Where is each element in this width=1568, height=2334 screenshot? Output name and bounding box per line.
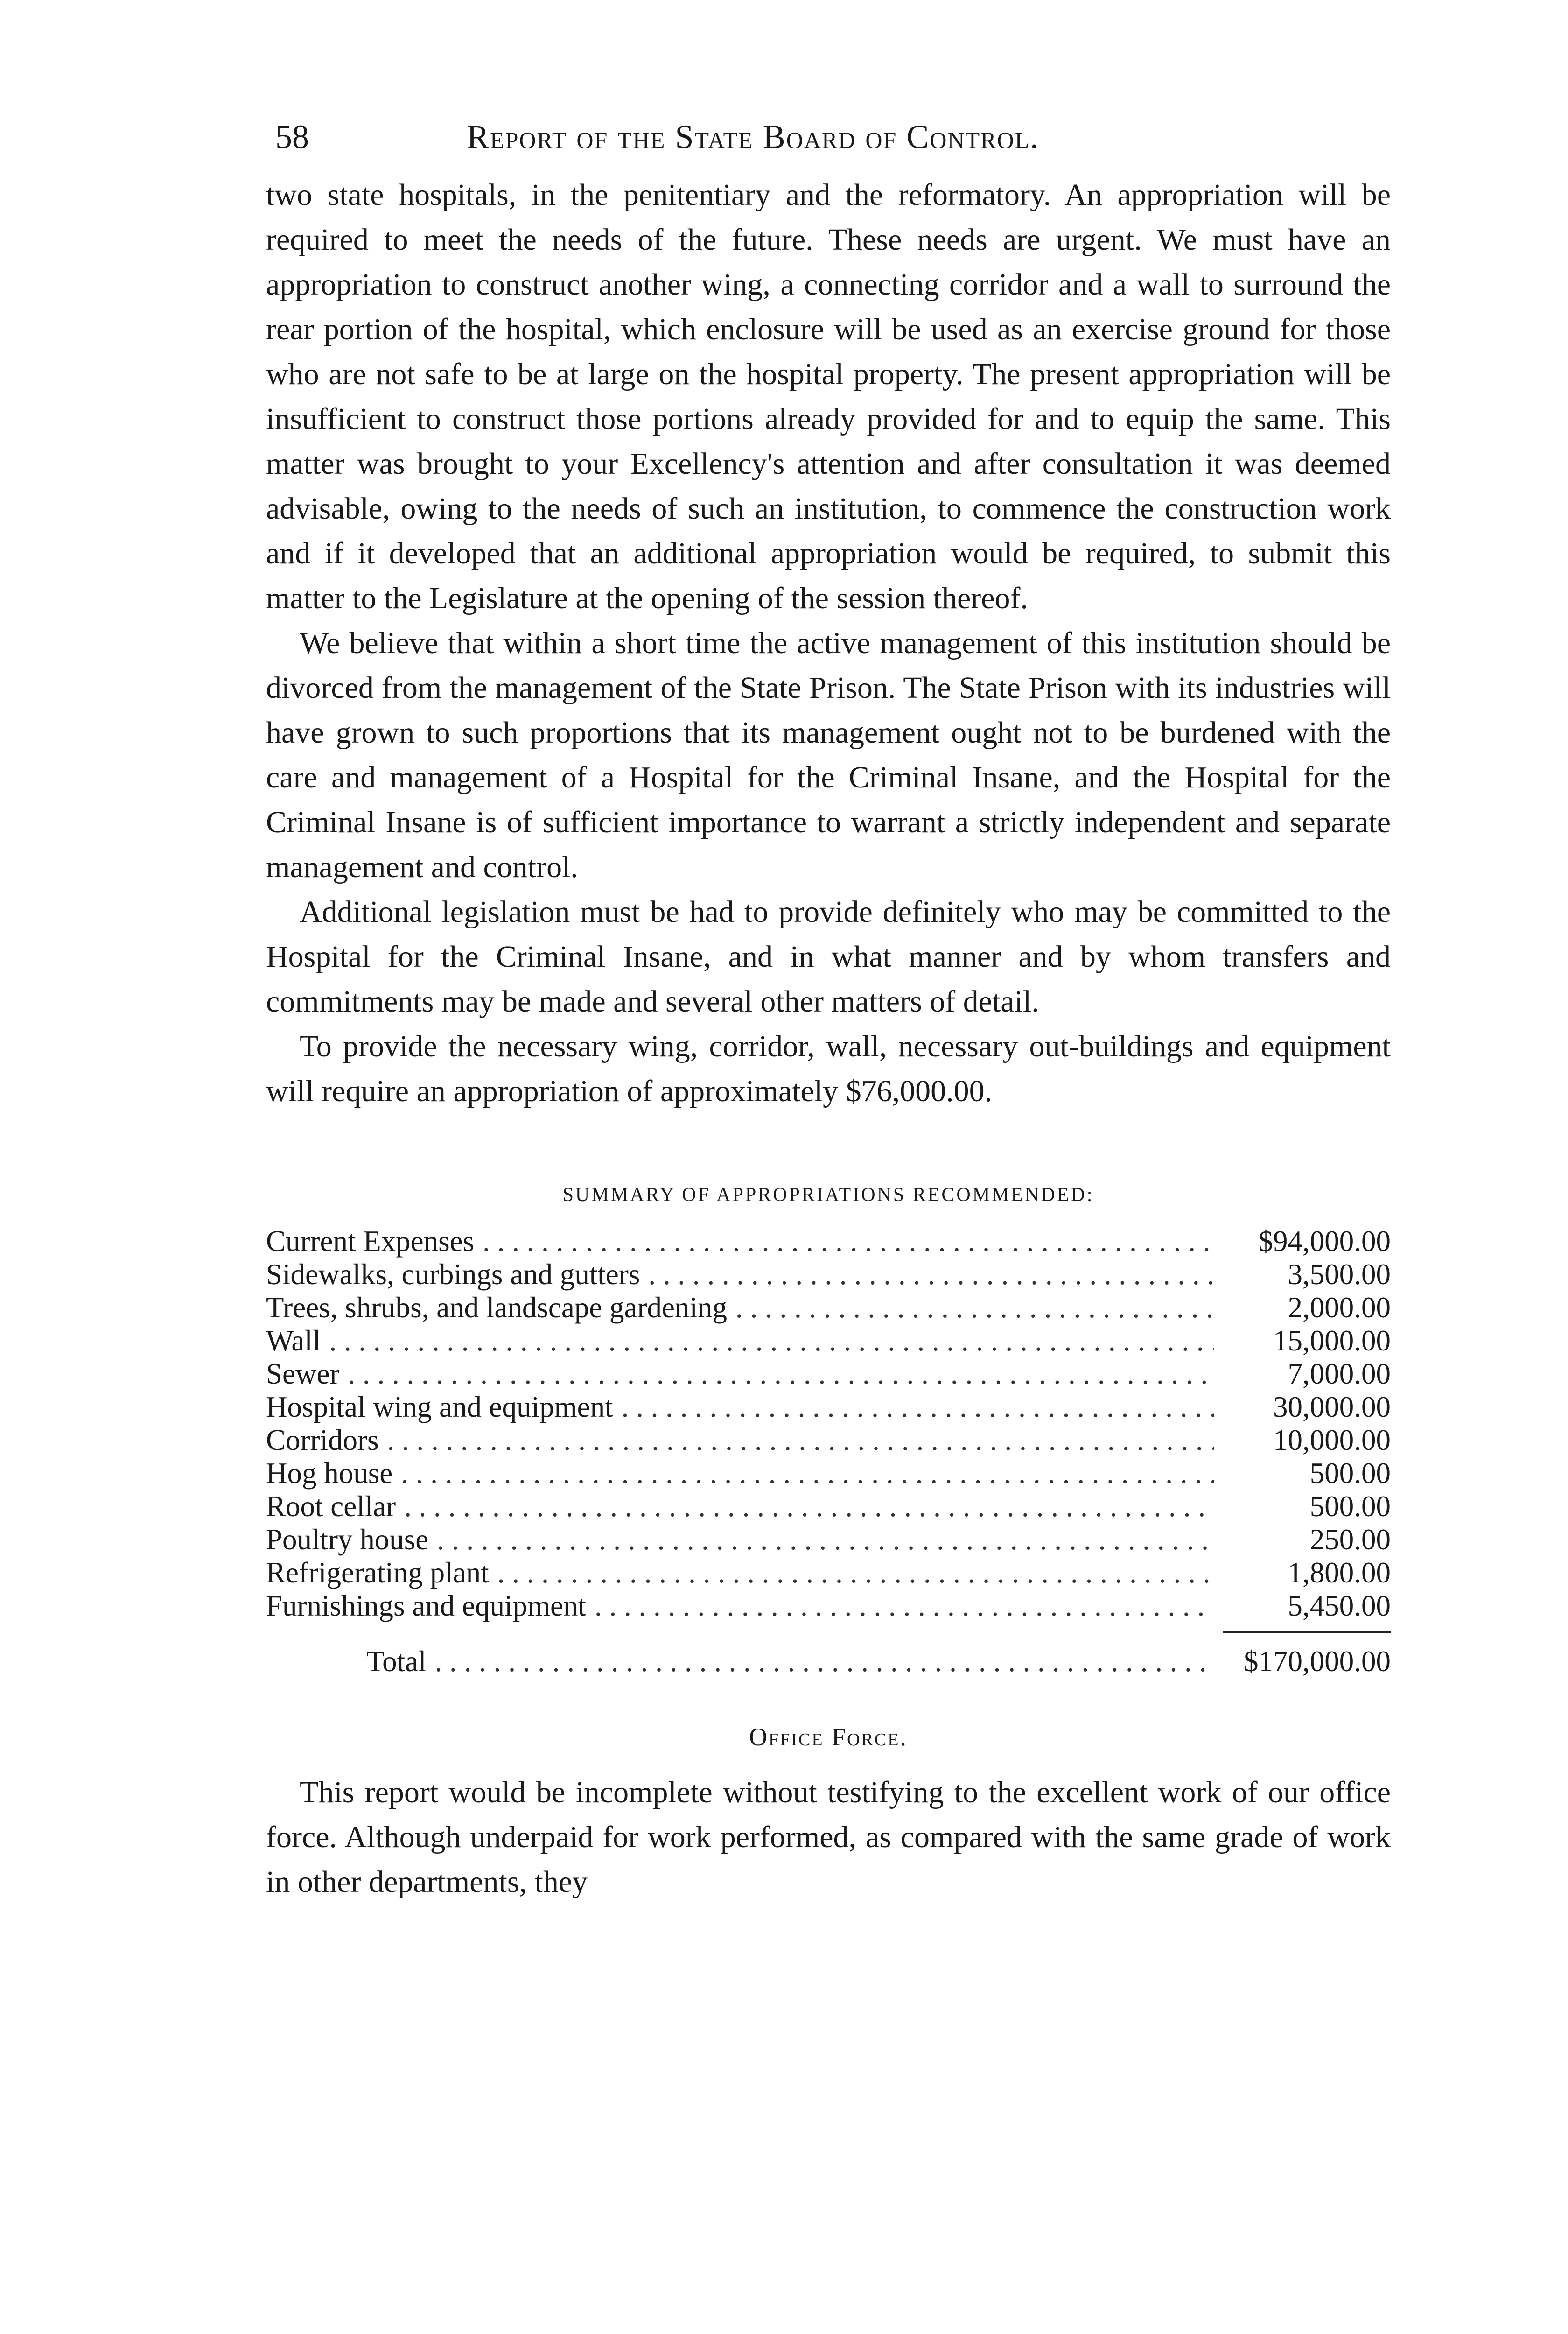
summary-heading: SUMMARY OF APPROPRIATIONS RECOMMENDED: xyxy=(562,1184,1094,1206)
item-amount: 5,450.00 xyxy=(1288,1589,1391,1622)
item-label: Furnishings and equipment xyxy=(266,1589,586,1622)
item-amount: 1,800.00 xyxy=(1288,1556,1391,1589)
table-row xyxy=(266,1523,1391,1556)
total-label: Total xyxy=(366,1645,427,1678)
item-label: Poultry house xyxy=(266,1523,429,1556)
total-row xyxy=(266,1645,1391,1678)
table-row xyxy=(266,1324,1391,1357)
leader-dots xyxy=(387,1424,1214,1457)
leader-dots xyxy=(348,1357,1214,1391)
appropriations-table xyxy=(266,1225,1391,1678)
paragraph-management: We believe that within a short time the active management of this institution should be divorced from the management of the State Prison. The State Prison with its industries will have grown to such proportions that its management ought not to be burdened with the care and management of a Hospital for the Criminal Insane, and the Hospital for the Criminal Insane is of sufficient importance to warrant a strictly independent and separate management and control. xyxy=(266,626,1391,884)
total-rule xyxy=(266,1623,1391,1645)
table-row xyxy=(266,1391,1391,1424)
paragraph-office-force: This report would be incomplete without testifying to the excellent work of our office force. Although underpaid for work performed, as compared with the same grade of work in other departments, they xyxy=(266,1775,1391,1899)
item-amount: 10,000.00 xyxy=(1273,1424,1391,1456)
total-amount: $170,000.00 xyxy=(1244,1645,1391,1678)
item-label: Wall xyxy=(266,1324,321,1357)
item-amount: 500.00 xyxy=(1309,1490,1391,1523)
leader-dots xyxy=(735,1291,1214,1324)
item-amount: 3,500.00 xyxy=(1288,1258,1391,1291)
item-amount: $94,000.00 xyxy=(1258,1225,1391,1258)
item-amount: 15,000.00 xyxy=(1273,1324,1391,1357)
item-label: Hog house xyxy=(266,1457,393,1490)
item-label: Root cellar xyxy=(266,1490,396,1523)
leader-dots xyxy=(404,1490,1214,1523)
table-row xyxy=(266,1589,1391,1623)
item-label: Refrigerating plant xyxy=(266,1556,489,1589)
item-label: Sidewalks, curbings and gutters xyxy=(266,1258,640,1291)
item-amount: 2,000.00 xyxy=(1288,1291,1391,1324)
document-page xyxy=(266,112,1391,1905)
leader-dots xyxy=(648,1258,1214,1291)
leader-dots xyxy=(401,1457,1214,1490)
item-label: Sewer xyxy=(266,1357,340,1390)
leader-dots xyxy=(497,1556,1214,1589)
office-force-heading: Office Force. xyxy=(749,1723,908,1751)
table-row xyxy=(266,1424,1391,1457)
item-label: Trees, shrubs, and landscape gardening xyxy=(266,1291,727,1324)
item-amount: 30,000.00 xyxy=(1273,1391,1391,1423)
leader-dots xyxy=(437,1523,1214,1556)
running-title: Report of the State Board of Control. xyxy=(467,118,1040,155)
leader-dots xyxy=(329,1324,1214,1357)
table-row xyxy=(266,1357,1391,1391)
item-amount: 250.00 xyxy=(1309,1523,1391,1556)
table-row xyxy=(266,1457,1391,1490)
table-row xyxy=(266,1490,1391,1523)
item-label: Hospital wing and equipment xyxy=(266,1391,613,1423)
page-header xyxy=(266,112,1391,173)
item-label: Corridors xyxy=(266,1424,379,1456)
paragraph-hospital-needs: two state hospitals, in the penitentiary and the reformatory. An appropriation will be required to meet the needs of the future. These needs are urgent. We must have an appropriation to construct another wing, a connecting corridor and a wall to surround the rear portion of the hospital, which enclosure will be used as an exercise ground for those who are not safe to be at large on the hospital property. The present appropriation will be insufficient to construct those portions already provided for and to equip the same. This matter was brought to your Excellency's attention and after consultation it was deemed advisable, owing to the needs of such an institution, to commence the construction work and if it developed that an additional appropriation would be required, to submit this matter to the Legislature at the opening of the session thereof. xyxy=(266,178,1391,615)
table-row xyxy=(266,1291,1391,1324)
page-number: 58 xyxy=(275,118,309,155)
leader-dots xyxy=(435,1645,1214,1678)
leader-dots xyxy=(595,1589,1214,1623)
item-amount: 500.00 xyxy=(1309,1457,1391,1490)
paragraph-appropriation: To provide the necessary wing, corridor, wall, necessary out-buildings and equipment will require an appropriation of approximately $76,000.00. xyxy=(266,1029,1391,1108)
item-label: Current Expenses xyxy=(266,1225,475,1258)
item-amount: 7,000.00 xyxy=(1288,1357,1391,1390)
leader-dots xyxy=(622,1391,1214,1424)
table-row xyxy=(266,1225,1391,1258)
paragraph-legislation: Additional legislation must be had to provide definitely who may be committed to the Hospital for the Criminal Insane, and in what manner and by whom transfers and commitments may be made and several other matters of detail. xyxy=(266,895,1391,1019)
table-row xyxy=(266,1258,1391,1291)
leader-dots xyxy=(483,1225,1214,1258)
table-row xyxy=(266,1556,1391,1589)
